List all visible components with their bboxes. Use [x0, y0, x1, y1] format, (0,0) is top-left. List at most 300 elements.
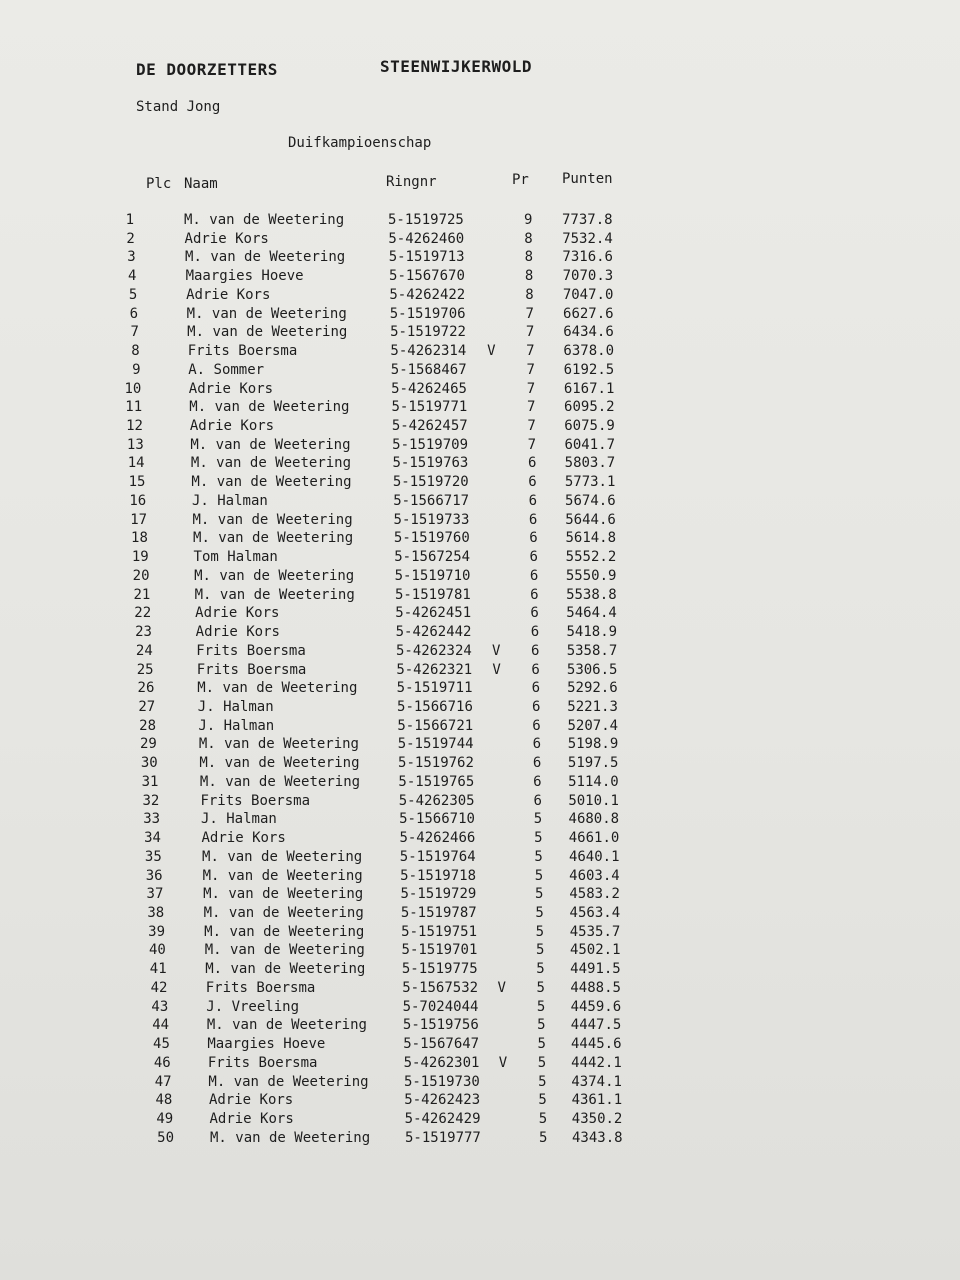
name-cell: M. van de Weetering — [202, 867, 363, 884]
v-flag-cell: V — [487, 343, 496, 360]
points-cell: 6434.6 — [563, 324, 614, 341]
points-cell: 5644.6 — [565, 511, 616, 528]
prizes-cell: 8 — [524, 230, 533, 247]
table-row — [0, 830, 960, 848]
ring-number-cell: 5-4262324 — [395, 642, 472, 659]
ring-number-cell: 5-1567254 — [394, 549, 471, 566]
table-row — [0, 905, 960, 923]
ring-number-cell: 5-1519710 — [394, 567, 471, 584]
rank-cell: 48 — [155, 1092, 173, 1109]
points-cell: 4535.7 — [569, 923, 621, 940]
prizes-cell: 5 — [534, 830, 543, 847]
points-cell: 5674.6 — [565, 492, 616, 509]
points-cell: 5221.3 — [567, 698, 618, 715]
prizes-cell: 5 — [537, 1017, 546, 1034]
ring-number-cell: 5-1519781 — [394, 586, 471, 603]
table-row — [0, 924, 960, 942]
table-row — [0, 287, 960, 305]
name-cell: Frits Boersma — [196, 642, 306, 659]
ring-number-cell: 5-1519720 — [392, 474, 469, 491]
ring-number-cell: 5-1519713 — [388, 249, 465, 266]
table-row — [0, 942, 960, 960]
name-cell: M. van de Weetering — [190, 436, 351, 453]
rank-cell: 19 — [131, 549, 149, 566]
prizes-cell: 6 — [529, 530, 538, 547]
points-cell: 7532.4 — [562, 230, 613, 247]
rank-cell: 5 — [128, 286, 138, 303]
points-cell: 4680.8 — [568, 811, 620, 828]
prizes-cell: 6 — [531, 680, 541, 697]
ring-number-cell: 5-4262321 — [396, 661, 473, 678]
points-cell: 6167.1 — [563, 380, 615, 397]
name-cell: M. van de Weetering — [210, 1129, 371, 1146]
prizes-cell: 5 — [536, 961, 545, 978]
table-row — [0, 1130, 960, 1148]
ring-number-cell: 5-1519733 — [393, 511, 470, 528]
points-cell: 7070.3 — [562, 268, 614, 285]
prizes-cell: 8 — [524, 268, 534, 285]
name-cell: M. van de Weetering — [197, 680, 358, 697]
table-row — [0, 999, 960, 1017]
points-cell: 5552.2 — [565, 549, 617, 566]
points-cell: 4640.1 — [568, 848, 620, 865]
rank-cell: 25 — [136, 661, 154, 678]
ring-number-cell: 5-4262423 — [404, 1092, 481, 1109]
rank-cell: 47 — [154, 1073, 172, 1090]
championship-title: Duifkampioenschap — [288, 135, 432, 151]
rank-cell: 38 — [147, 905, 165, 921]
ring-number-cell: 5-1519730 — [403, 1073, 480, 1090]
table-row — [0, 1074, 960, 1092]
name-cell: M. van de Weetering — [199, 773, 361, 790]
table-row — [0, 437, 960, 455]
ring-number-cell: 5-1519711 — [396, 680, 473, 697]
prizes-cell: 6 — [531, 642, 540, 659]
points-cell: 4350.2 — [571, 1111, 623, 1128]
ring-number-cell: 5-1519777 — [405, 1129, 481, 1146]
table-row — [0, 455, 960, 473]
rank-cell: 12 — [126, 418, 143, 435]
name-cell: Maargies Hoeve — [185, 268, 304, 285]
prizes-cell: 7 — [526, 343, 535, 360]
rank-cell: 21 — [133, 586, 151, 603]
name-cell: M. van de Weetering — [198, 736, 359, 753]
ring-number-cell: 5-1519751 — [401, 923, 478, 940]
rank-cell: 34 — [144, 830, 161, 847]
rank-cell: 33 — [143, 811, 161, 828]
rank-cell: 22 — [134, 605, 152, 622]
points-cell: 5550.9 — [565, 567, 617, 584]
points-cell: 4661.0 — [568, 830, 620, 847]
ring-number-cell: 5-4262429 — [404, 1111, 481, 1128]
prizes-cell: 6 — [532, 717, 541, 734]
prizes-cell: 7 — [526, 380, 536, 397]
ring-number-cell: 5-7024044 — [402, 998, 479, 1015]
standings-label: Stand Jong — [136, 99, 221, 115]
ring-number-cell: 5-4262422 — [389, 286, 466, 303]
rank-cell: 20 — [132, 567, 150, 584]
name-cell: M. van de Weetering — [205, 961, 366, 978]
name-cell: M. van de Weetering — [206, 1017, 367, 1034]
column-header-pr: Pr — [512, 172, 529, 188]
prizes-cell: 6 — [529, 549, 538, 566]
ring-number-cell: 5-1566717 — [393, 492, 470, 509]
name-cell: J. Halman — [197, 698, 274, 715]
points-cell: 7737.8 — [562, 212, 613, 228]
prizes-cell: 5 — [536, 979, 545, 996]
prizes-cell: 6 — [530, 624, 540, 641]
prizes-cell: 7 — [525, 324, 535, 341]
table-row — [0, 774, 960, 792]
name-cell: J. Vreeling — [206, 998, 299, 1015]
prizes-cell: 6 — [533, 773, 542, 790]
rank-cell: 44 — [152, 1017, 170, 1034]
name-cell: M. van de Weetering — [208, 1073, 369, 1090]
name-cell: M. van de Weetering — [193, 530, 354, 547]
table-row — [0, 381, 960, 399]
name-cell: Frits Boersma — [187, 343, 298, 360]
ring-number-cell: 5-1567670 — [389, 268, 465, 285]
points-cell: 6075.9 — [564, 418, 615, 435]
points-cell: 6378.0 — [563, 343, 614, 360]
ring-number-cell: 5-1566716 — [397, 698, 473, 715]
table-row — [0, 493, 960, 511]
rank-cell: 39 — [148, 923, 166, 940]
prizes-cell: 5 — [537, 1036, 546, 1053]
points-cell: 5358.7 — [566, 642, 618, 659]
prizes-cell: 5 — [539, 1129, 548, 1146]
points-cell: 4459.6 — [570, 998, 622, 1015]
points-cell: 5803.7 — [564, 455, 616, 472]
ring-number-cell: 5-1567647 — [403, 1036, 480, 1053]
prizes-cell: 7 — [527, 399, 536, 416]
table-row — [0, 474, 960, 492]
name-cell: M. van de Weetering — [192, 511, 353, 528]
ring-number-cell: 5-1519775 — [401, 961, 478, 978]
name-cell: M. van de Weetering — [202, 848, 363, 865]
name-cell: M. van de Weetering — [203, 905, 364, 921]
prizes-cell: 5 — [535, 923, 545, 940]
points-cell: 4374.1 — [571, 1073, 622, 1090]
rank-cell: 46 — [153, 1054, 171, 1071]
table-row — [0, 811, 960, 829]
name-cell: Adrie Kors — [188, 380, 274, 397]
table-row — [0, 1055, 960, 1073]
rank-cell: 27 — [138, 698, 156, 715]
prizes-cell: 6 — [528, 474, 537, 491]
prizes-cell: 6 — [531, 698, 541, 715]
points-cell: 4491.5 — [570, 961, 621, 978]
prizes-cell: 7 — [525, 305, 534, 322]
points-cell: 4583.2 — [569, 886, 620, 903]
name-cell: Adrie Kors — [195, 605, 280, 622]
rank-cell: 15 — [128, 474, 146, 491]
table-row — [0, 718, 960, 736]
prizes-cell: 6 — [532, 755, 542, 772]
rank-cell: 6 — [129, 305, 139, 322]
rank-cell: 24 — [135, 642, 153, 659]
ring-number-cell: 5-1519762 — [398, 755, 474, 772]
table-row — [0, 399, 960, 417]
v-flag-cell: V — [492, 642, 501, 659]
rank-cell: 29 — [139, 736, 157, 753]
points-cell: 5292.6 — [567, 680, 618, 697]
table-row — [0, 793, 960, 811]
table-row — [0, 643, 960, 661]
table-row — [0, 755, 960, 773]
ring-number-cell: 5-1519701 — [401, 942, 478, 959]
table-row — [0, 624, 960, 642]
rank-cell: 30 — [140, 755, 158, 772]
rank-cell: 14 — [127, 455, 145, 472]
name-cell: Adrie Kors — [186, 286, 271, 303]
rank-cell: 8 — [131, 343, 140, 360]
points-cell: 5197.5 — [567, 755, 619, 772]
name-cell: Frits Boersma — [200, 792, 311, 809]
table-row — [0, 849, 960, 867]
name-cell: Adrie Kors — [208, 1092, 294, 1109]
v-flag-cell: V — [497, 979, 506, 996]
prizes-cell: 9 — [524, 212, 533, 228]
points-cell: 6192.5 — [563, 361, 615, 378]
column-header-naam: Naam — [184, 176, 218, 192]
prizes-cell: 5 — [536, 998, 546, 1015]
table-row — [0, 549, 960, 567]
rank-cell: 7 — [130, 324, 139, 341]
rank-cell: 3 — [127, 249, 136, 266]
points-cell: 6095.2 — [564, 399, 615, 416]
prizes-cell: 7 — [526, 361, 535, 378]
prizes-cell: 5 — [538, 1073, 547, 1090]
name-cell: Adrie Kors — [209, 1111, 294, 1128]
rank-cell: 2 — [126, 230, 135, 247]
prizes-cell: 8 — [525, 286, 534, 303]
rank-cell: 41 — [149, 961, 167, 978]
name-cell: Frits Boersma — [207, 1054, 318, 1071]
table-row — [0, 1111, 960, 1129]
name-cell: M. van de Weetering — [191, 474, 352, 491]
ring-number-cell: 5-4262457 — [391, 418, 468, 435]
points-cell: 5114.0 — [568, 773, 619, 790]
ring-number-cell: 5-4262305 — [398, 792, 475, 809]
prizes-cell: 5 — [535, 886, 544, 903]
table-row — [0, 961, 960, 979]
table-row — [0, 530, 960, 548]
points-cell: 4343.8 — [572, 1129, 623, 1146]
points-cell: 4563.4 — [569, 905, 621, 921]
prizes-cell: 5 — [538, 1092, 547, 1109]
rank-cell: 40 — [148, 942, 166, 959]
points-cell: 4447.5 — [570, 1017, 622, 1034]
points-cell: 5010.1 — [568, 792, 619, 809]
prizes-cell: 7 — [527, 436, 537, 453]
prizes-cell: 6 — [532, 736, 541, 753]
points-cell: 7047.0 — [562, 286, 614, 303]
name-cell: J. Halman — [198, 717, 275, 734]
prizes-cell: 5 — [535, 942, 545, 959]
rank-cell: 35 — [144, 848, 162, 865]
name-cell: M. van de Weetering — [204, 923, 365, 940]
table-row — [0, 1036, 960, 1054]
name-cell: Adrie Kors — [195, 624, 280, 641]
name-cell: J. Halman — [200, 811, 277, 828]
rank-cell: 23 — [135, 624, 152, 641]
prizes-cell: 6 — [530, 586, 539, 603]
points-cell: 5207.4 — [567, 717, 619, 734]
name-cell: M. van de Weetering — [184, 212, 345, 228]
rank-cell: 9 — [132, 361, 141, 378]
points-cell: 5198.9 — [567, 736, 619, 753]
name-cell: M. van de Weetering — [204, 942, 365, 959]
table-row — [0, 362, 960, 380]
points-cell: 6627.6 — [563, 305, 614, 322]
table-row — [0, 1092, 960, 1110]
v-flag-cell: V — [498, 1054, 508, 1071]
points-cell: 7316.6 — [562, 249, 613, 266]
ring-number-cell: 5-4262451 — [395, 605, 472, 622]
points-cell: 5773.1 — [564, 474, 616, 491]
prizes-cell: 6 — [533, 792, 542, 809]
column-header-plc: Plc — [146, 176, 172, 192]
table-row — [0, 268, 960, 286]
prizes-cell: 6 — [527, 455, 537, 472]
rank-cell: 32 — [142, 792, 160, 809]
points-cell: 5464.4 — [566, 605, 617, 622]
prizes-cell: 6 — [531, 661, 540, 678]
name-cell: A. Sommer — [188, 361, 265, 378]
ring-number-cell: 5-1566710 — [399, 811, 475, 828]
points-cell: 4603.4 — [569, 867, 620, 884]
rank-cell: 42 — [150, 979, 168, 996]
ring-number-cell: 5-4262465 — [391, 380, 467, 397]
name-cell: Maargies Hoeve — [207, 1036, 326, 1053]
points-cell: 4445.6 — [570, 1036, 622, 1053]
prizes-cell: 8 — [524, 249, 534, 266]
rank-cell: 16 — [129, 492, 147, 509]
ring-number-cell: 5-4262442 — [395, 624, 472, 641]
place-name: STEENWIJKERWOLD — [380, 57, 532, 76]
prizes-cell: 6 — [528, 492, 538, 509]
rank-cell: 28 — [139, 717, 157, 734]
prizes-cell: 5 — [534, 867, 544, 884]
points-cell: 4442.1 — [571, 1054, 622, 1071]
table-row — [0, 306, 960, 324]
ring-number-cell: 5-4262301 — [403, 1054, 480, 1071]
points-cell: 5538.8 — [566, 586, 617, 603]
prizes-cell: 5 — [534, 848, 543, 865]
table-row — [0, 868, 960, 886]
table-row — [0, 605, 960, 623]
rank-cell: 49 — [156, 1111, 174, 1128]
ring-number-cell: 5-1519756 — [402, 1017, 479, 1034]
rank-cell: 17 — [130, 511, 148, 528]
table-row — [0, 1017, 960, 1035]
name-cell: Adrie Kors — [201, 830, 286, 847]
name-cell: Frits Boersma — [205, 979, 316, 996]
ring-number-cell: 5-1519729 — [400, 886, 477, 903]
ring-number-cell: 5-1568467 — [390, 361, 467, 378]
name-cell: M. van de Weetering — [194, 586, 355, 603]
name-cell: Adrie Kors — [184, 230, 269, 247]
v-flag-cell: V — [492, 661, 501, 678]
rank-cell: 43 — [151, 998, 169, 1015]
ring-number-cell: 5-1519760 — [393, 530, 470, 547]
ring-number-cell: 5-1519718 — [400, 867, 476, 884]
name-cell: M. van de Weetering — [187, 324, 348, 341]
table-row — [0, 231, 960, 249]
ring-number-cell: 5-1519763 — [392, 455, 469, 472]
table-row — [0, 699, 960, 717]
name-cell: M. van de Weetering — [203, 886, 364, 903]
ring-number-cell: 5-1519764 — [399, 848, 476, 865]
table-row — [0, 343, 960, 361]
table-row — [0, 662, 960, 680]
name-cell: M. van de Weetering — [194, 567, 355, 584]
ring-number-cell: 5-1519771 — [391, 399, 468, 416]
name-cell: M. van de Weetering — [186, 305, 347, 322]
rank-cell: 10 — [124, 380, 142, 397]
ring-number-cell: 5-1519706 — [389, 305, 466, 322]
points-cell: 4488.5 — [570, 979, 621, 996]
points-cell: 5306.5 — [566, 661, 618, 678]
rank-cell: 31 — [141, 773, 159, 790]
prizes-cell: 6 — [528, 511, 538, 528]
name-cell: Adrie Kors — [189, 418, 275, 435]
points-cell: 5614.8 — [565, 530, 617, 547]
prizes-cell: 6 — [530, 605, 539, 622]
rank-cell: 18 — [131, 530, 148, 547]
rank-cell: 50 — [157, 1129, 174, 1146]
table-row — [0, 568, 960, 586]
table-row — [0, 886, 960, 904]
name-cell: Tom Halman — [193, 549, 278, 566]
name-cell: J. Halman — [191, 492, 268, 509]
prizes-cell: 7 — [527, 418, 536, 435]
column-header-ringnr: Ringnr — [386, 174, 437, 190]
ring-number-cell: 5-1519787 — [400, 905, 477, 921]
points-cell: 4361.1 — [571, 1092, 623, 1109]
rank-cell: 26 — [137, 680, 155, 697]
table-row — [0, 980, 960, 998]
prizes-cell: 5 — [537, 1054, 547, 1071]
rank-cell: 36 — [145, 867, 163, 884]
name-cell: Frits Boersma — [196, 661, 307, 678]
column-header-punten: Punten — [562, 171, 613, 187]
ring-number-cell: 5-1519725 — [388, 212, 464, 228]
ring-number-cell: 5-4262460 — [388, 230, 465, 247]
ring-number-cell: 5-1519709 — [392, 436, 469, 453]
table-row — [0, 324, 960, 342]
name-cell: M. van de Weetering — [189, 399, 350, 416]
table-row — [0, 680, 960, 698]
prizes-cell: 5 — [538, 1111, 548, 1128]
prizes-cell: 5 — [535, 905, 544, 921]
ring-number-cell: 5-4262314 — [390, 343, 467, 360]
ring-number-cell: 5-4262466 — [399, 830, 476, 847]
rank-cell: 11 — [125, 399, 143, 416]
table-row — [0, 736, 960, 754]
ring-number-cell: 5-1519744 — [397, 736, 474, 753]
club-name: DE DOORZETTERS — [136, 60, 278, 79]
name-cell: M. van de Weetering — [185, 249, 346, 266]
points-cell: 4502.1 — [569, 942, 621, 959]
ring-number-cell: 5-1519722 — [390, 324, 466, 341]
prizes-cell: 5 — [533, 811, 543, 828]
prizes-cell: 6 — [529, 567, 539, 584]
name-cell: M. van de Weetering — [190, 455, 352, 472]
rank-cell: 4 — [128, 268, 137, 285]
rank-cell: 1 — [125, 212, 134, 228]
